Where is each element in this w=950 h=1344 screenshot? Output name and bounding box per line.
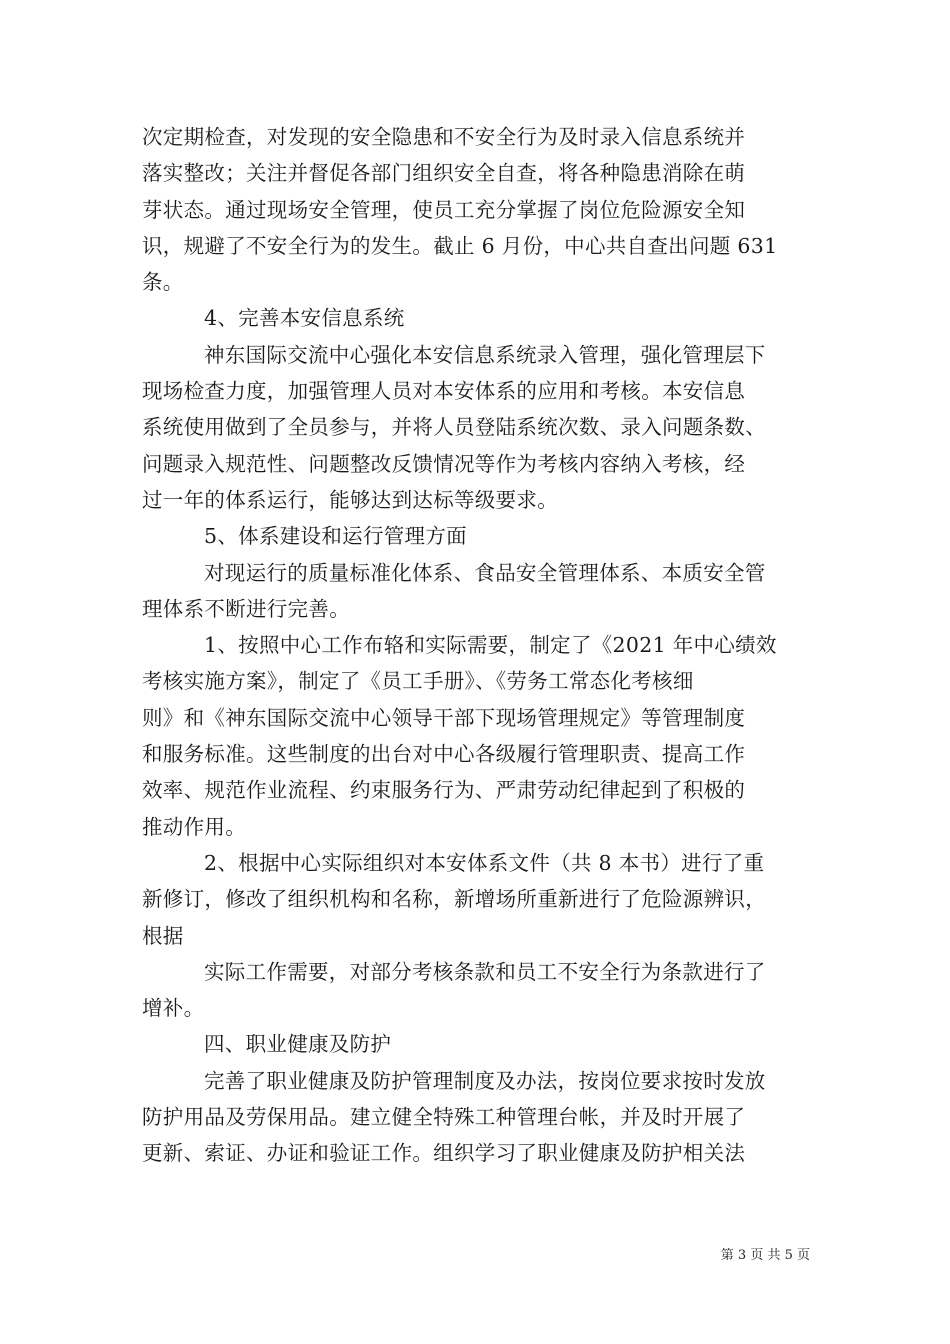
text-line: 神东国际交流中心强化本安信息系统录入管理，强化管理层下 [204, 342, 766, 367]
text-line: 实际工作需要，对部分考核条款和员工不安全行为条款进行了 [204, 959, 766, 984]
text-line: 对现运行的质量标准化体系、食品安全管理体系、本质安全管 [204, 560, 766, 585]
text-line: 推动作用。 [142, 814, 246, 839]
text-line: 2、根据中心实际组织对本安体系文件（共 8 本书）进行了重 [204, 850, 765, 875]
text-line: 落实整改；关注并督促各部门组织安全自查，将各种隐患消除在萌 [142, 161, 746, 186]
page-number: 第 3 页 共 5 页 [720, 1248, 810, 1263]
text-line: 根据 [142, 923, 184, 948]
text-line: 芽状态。通过现场安全管理，使员工充分掌握了岗位危险源安全知 [142, 197, 746, 222]
text-line: 更新、索证、办证和验证工作。组织学习了职业健康及防护相关法 [142, 1141, 746, 1166]
text-line: 则》和《神东国际交流中心领导干部下现场管理规定》等管理制度 [142, 705, 746, 730]
text-line: 识，规避了不安全行为的发生。截止 6 月份，中心共自查出问题 631 [142, 233, 778, 258]
text-line: 理体系不断进行完善。 [142, 596, 350, 621]
text-line: 过一年的体系运行，能够达到达标等级要求。 [142, 487, 558, 512]
document-body [142, 119, 822, 1172]
text-line: 防护用品及劳保用品。建立健全特殊工种管理台帐，并及时开展了 [142, 1105, 746, 1130]
text-line: 1、按照中心工作布辂和实际需要，制定了《2021 年中心绩效 [204, 633, 777, 658]
text-line: 增补。 [142, 996, 205, 1021]
text-line: 和服务标准。这些制度的出台对中心各级履行管理职责、提高工作 [142, 742, 746, 767]
text-line: 效率、规范作业流程、约束服务行为、严肃劳动纪律起到了积极的 [142, 778, 746, 803]
text-line: 条。 [142, 270, 184, 295]
section-heading: 四、职业健康及防护 [204, 1032, 392, 1057]
text-line: 考核实施方案》，制定了《员工手册》、《劳务工常态化考核细 [142, 669, 694, 694]
section-heading: 4、完善本安信息系统 [204, 306, 405, 331]
text-line: 现场检查力度，加强管理人员对本安体系的应用和考核。本安信息 [142, 379, 746, 404]
text-line: 系统使用做到了全员参与，并将人员登陆系统次数、录入问题条数、 [142, 415, 766, 440]
section-heading: 5、体系建设和运行管理方面 [204, 524, 467, 549]
text-line: 问题录入规范性、问题整改反馈情况等作为考核内容纳入考核，经 [142, 451, 746, 476]
text-line: 次定期检查，对发现的安全隐患和不安全行为及时录入信息系统并 [142, 125, 746, 149]
text-line: 完善了职业健康及防护管理制度及办法，按岗位要求按时发放 [204, 1068, 766, 1093]
text-line: 新修订，修改了组织机构和名称，新增场所重新进行了危险源辨识， [142, 887, 766, 912]
